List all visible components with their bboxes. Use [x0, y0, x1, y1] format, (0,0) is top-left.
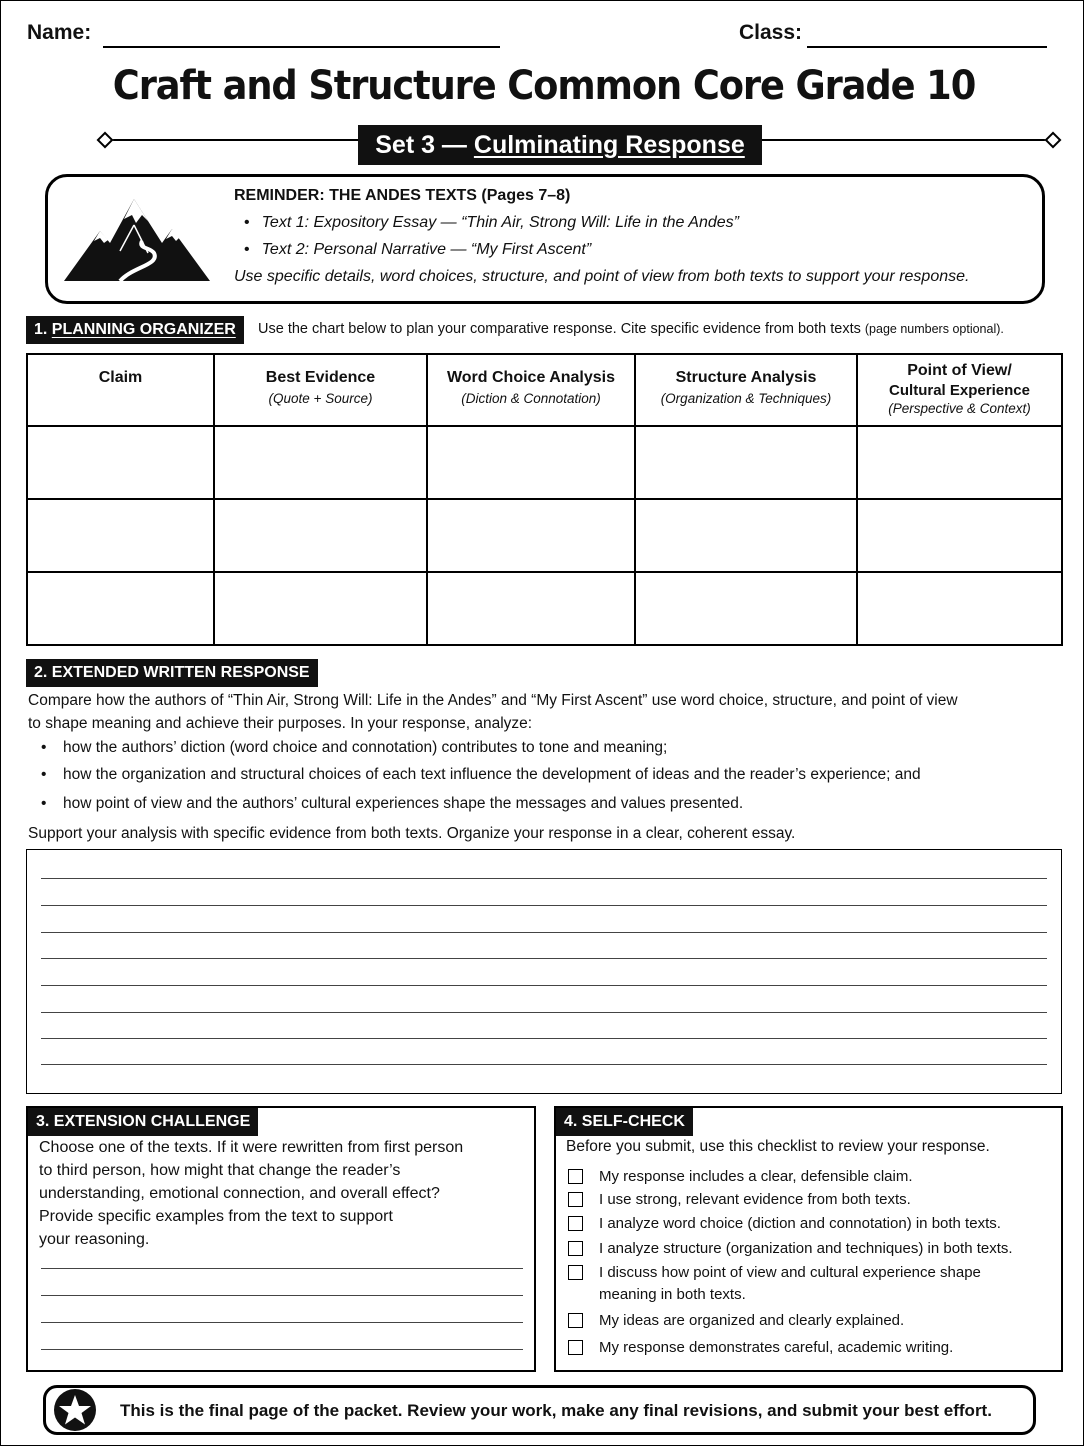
table-cell[interactable]	[27, 499, 214, 572]
table-row	[27, 572, 1062, 645]
writing-line	[41, 1038, 1047, 1039]
table-cell[interactable]	[857, 499, 1062, 572]
title-divider-left	[105, 139, 361, 141]
column-header-structure: Structure Analysis (Organization & Techniques)	[635, 354, 857, 426]
writing-line	[41, 1012, 1047, 1013]
class-label: Class:	[739, 21, 803, 44]
checklist-item: I use strong, relevant evidence from both texts.	[568, 1189, 911, 1211]
writing-line	[41, 905, 1047, 906]
table-cell[interactable]	[427, 572, 635, 645]
section-3-label: 3. EXTENSION CHALLENGE	[28, 1108, 258, 1136]
section-1-instructions: Use the chart below to plan your comparative response. Cite specific evidence from both texts (page numbers optional).	[258, 321, 1004, 337]
writing-line	[41, 958, 1047, 959]
divider-diamond-left	[97, 132, 114, 149]
table-cell[interactable]	[857, 572, 1062, 645]
checkbox[interactable]	[568, 1169, 583, 1184]
reminder-title: REMINDER: THE ANDES TEXTS (Pages 7–8)	[234, 187, 571, 204]
checkbox[interactable]	[568, 1241, 583, 1256]
footer-text: This is the final page of the packet. Review your work, make any final revisions, and submit your best effort.	[120, 1401, 992, 1420]
name-label: Name:	[27, 21, 92, 44]
set-number: Set 3 —	[375, 131, 474, 159]
table-cell[interactable]	[27, 426, 214, 499]
set-banner	[358, 125, 762, 165]
table-cell[interactable]	[214, 572, 427, 645]
table-cell[interactable]	[635, 499, 857, 572]
writing-line[interactable]	[41, 1322, 523, 1323]
checklist-item: I analyze structure (organization and techniques) in both texts.	[568, 1238, 1013, 1260]
column-header-evidence: Best Evidence (Quote + Source)	[214, 354, 427, 426]
section-1-label: 1. PLANNING ORGANIZER	[26, 316, 244, 344]
extended-response-area[interactable]	[26, 849, 1062, 1094]
reminder-text-1: • Text 1: Expository Essay — “Thin Air, Strong Will: Life in the Andes”	[244, 214, 739, 231]
table-cell[interactable]	[635, 426, 857, 499]
page-title: Craft and Structure Common Core Grade 10	[112, 63, 976, 109]
extension-prompt: Choose one of the texts. If it were rewritten from first person to third person, how might that change the reader’s understanding, emotional connection, and overall effect? Provide specific examples from the text to support your reasoning.	[39, 1139, 464, 1248]
checklist-item: My response includes a clear, defensible claim.	[568, 1166, 913, 1188]
checkbox[interactable]	[568, 1265, 583, 1280]
checkbox[interactable]	[568, 1216, 583, 1231]
self-check-box	[554, 1106, 1063, 1372]
writing-line	[41, 932, 1047, 933]
reminder-note: Use specific details, word choices, structure, and point of view from both texts to support your response.	[234, 268, 970, 285]
writing-line[interactable]	[41, 1295, 523, 1296]
planning-organizer-table	[26, 353, 1063, 646]
checklist-item: I analyze word choice (diction and connotation) in both texts.	[568, 1213, 1001, 1235]
table-row	[27, 426, 1062, 499]
star-icon	[54, 1389, 96, 1431]
section-2-prompt-line-1: Compare how the authors of “Thin Air, Strong Will: Life in the Andes” and “My First Ascent” use word choice, structure, and point of view	[28, 692, 958, 709]
self-check-intro: Before you submit, use this checklist to review your response.	[566, 1138, 990, 1155]
class-field[interactable]	[807, 46, 1047, 48]
column-header-word-choice: Word Choice Analysis (Diction & Connotation)	[427, 354, 635, 426]
checklist-item: I discuss how point of view and cultural experience shape meaning in both texts.	[568, 1262, 981, 1306]
extension-challenge-box	[26, 1106, 536, 1372]
divider-diamond-right	[1045, 132, 1062, 149]
writing-line	[41, 878, 1047, 879]
mountain-icon	[62, 191, 212, 287]
reminder-text-2: • Text 2: Personal Narrative — “My First Ascent”	[244, 241, 592, 258]
checklist-item: My response demonstrates careful, academic writing.	[568, 1337, 953, 1359]
section-2-prompt-line-2: to shape meaning and achieve their purposes. In your response, analyze:	[28, 715, 533, 732]
list-item: • how point of view and the authors’ cultural experiences shape the messages and values presented.	[41, 795, 744, 812]
table-cell[interactable]	[214, 499, 427, 572]
title-divider-right	[761, 139, 1051, 141]
footer-banner	[43, 1385, 1036, 1435]
checklist-item: My ideas are organized and clearly explained.	[568, 1310, 904, 1332]
list-item: • how the authors’ diction (word choice and connotation) contributes to tone and meaning;	[41, 739, 668, 756]
section-4-label: 4. SELF-CHECK	[556, 1108, 693, 1136]
reminder-box	[45, 174, 1045, 304]
table-cell[interactable]	[427, 499, 635, 572]
writing-line	[41, 985, 1047, 986]
checkbox[interactable]	[568, 1340, 583, 1355]
table-cell[interactable]	[427, 426, 635, 499]
checkbox[interactable]	[568, 1192, 583, 1207]
name-field[interactable]	[103, 46, 500, 48]
section-2-label: 2. EXTENDED WRITTEN RESPONSE	[26, 659, 318, 687]
section-2-closing: Support your analysis with specific evidence from both texts. Organize your response in a clear, coherent essay.	[28, 825, 796, 842]
writing-line[interactable]	[41, 1349, 523, 1350]
table-cell[interactable]	[635, 572, 857, 645]
set-title: Culminating Response	[473, 131, 745, 159]
checkbox[interactable]	[568, 1313, 583, 1328]
table-cell[interactable]	[857, 426, 1062, 499]
table-cell[interactable]	[27, 572, 214, 645]
writing-line	[41, 1064, 1047, 1065]
table-cell[interactable]	[214, 426, 427, 499]
table-header-row	[27, 354, 1062, 426]
writing-line[interactable]	[41, 1268, 523, 1269]
column-header-claim: Claim	[27, 354, 214, 426]
column-header-point-of-view: Point of View/ Cultural Experience (Perspective & Context)	[857, 354, 1062, 426]
table-row	[27, 499, 1062, 572]
list-item: • how the organization and structural choices of each text influence the development of ideas and the reader’s experience; and	[41, 766, 921, 783]
